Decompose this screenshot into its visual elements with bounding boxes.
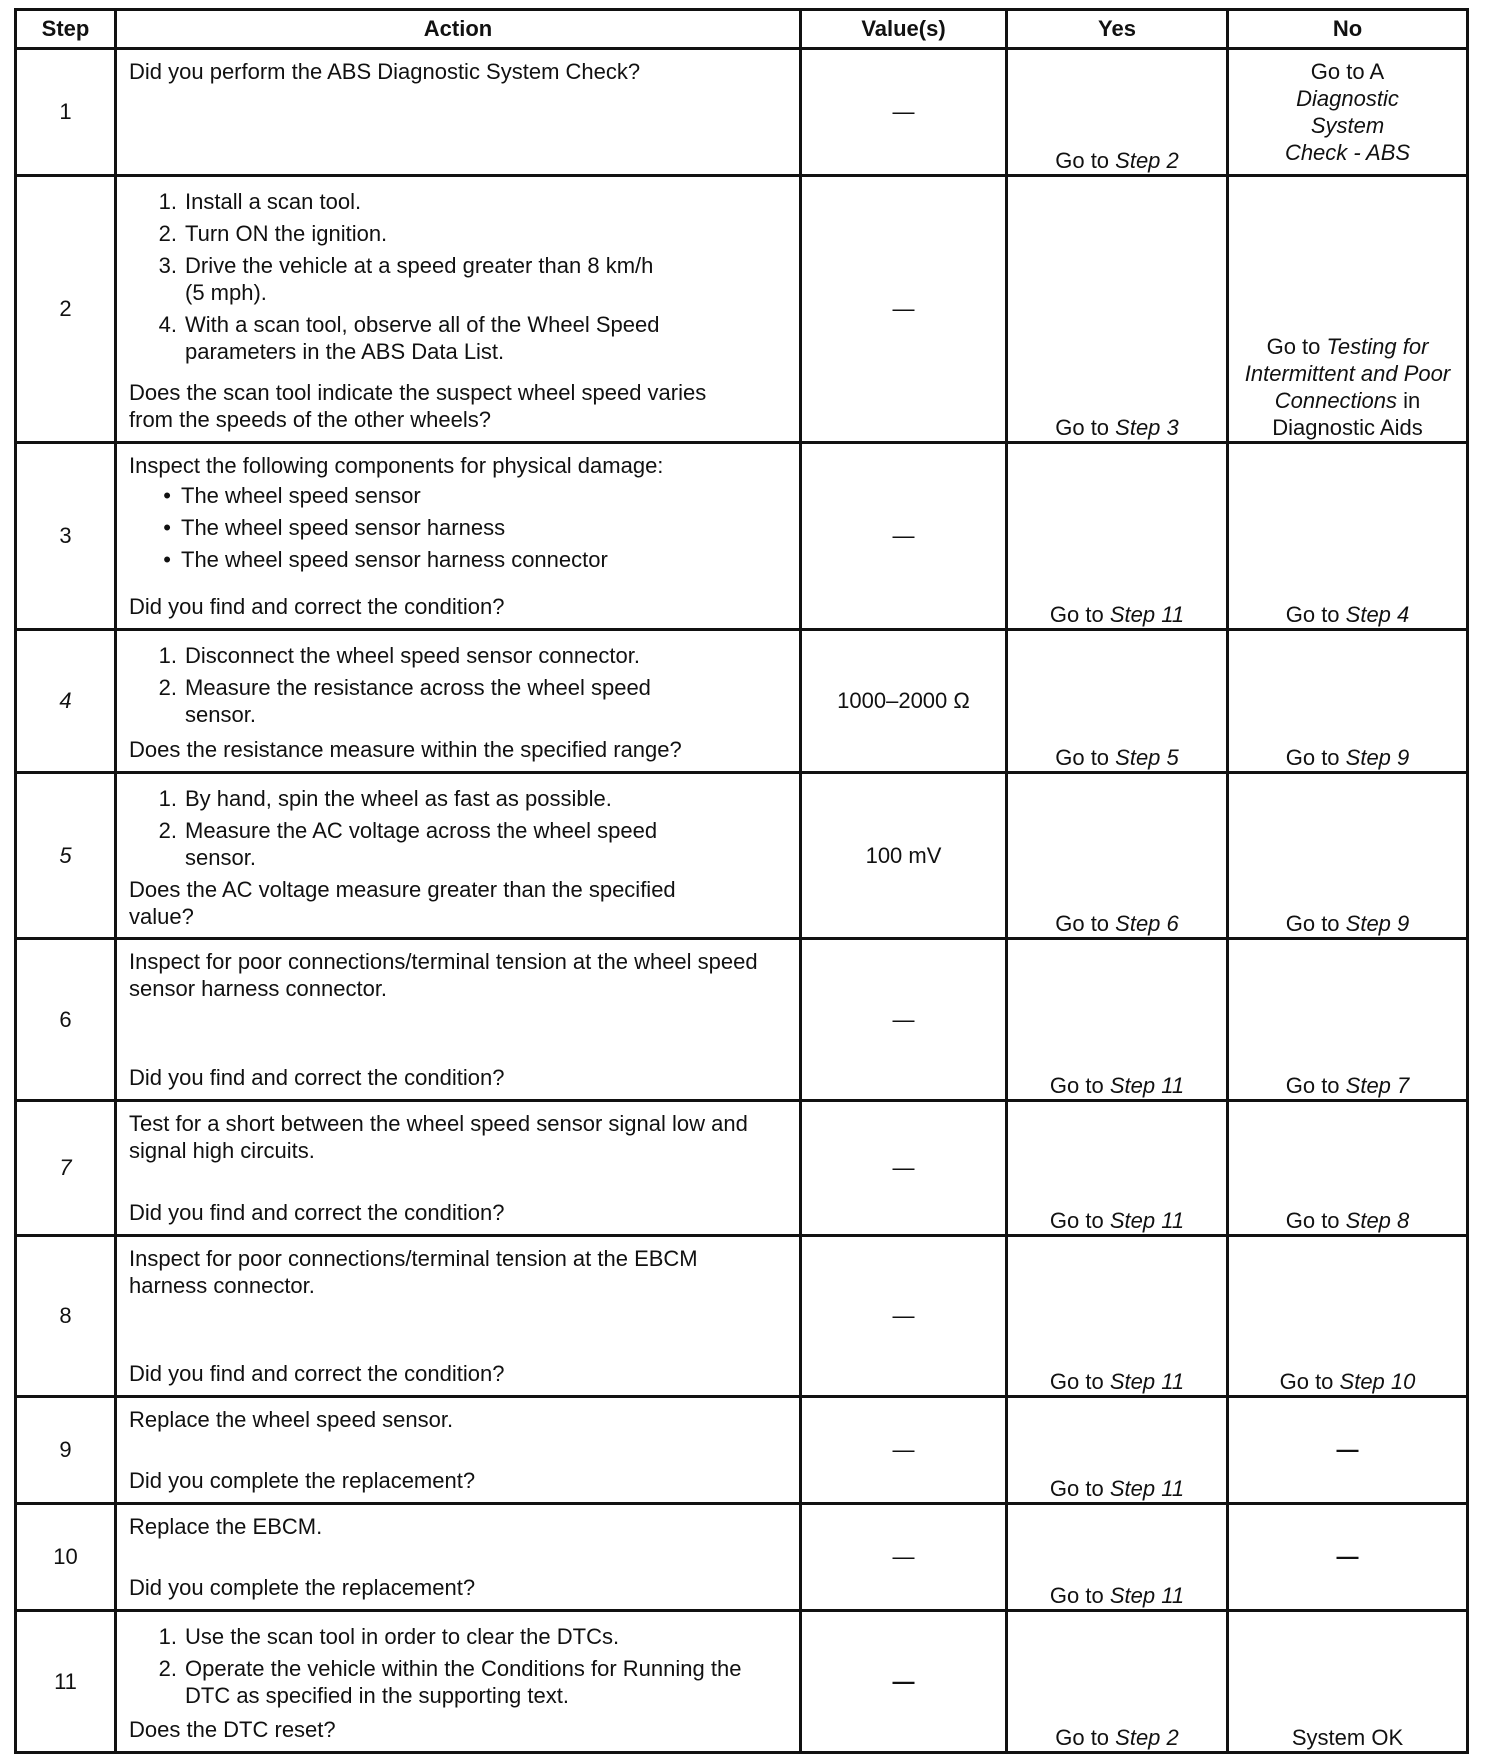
yes-cell [1007,1611,1228,1753]
no-prefix: Go to [1279,1369,1340,1394]
question-text: Does the scan tool indicate the suspect wheel speed varies from the speeds of the other wheels? [129,380,707,432]
action-cell [116,49,801,176]
table-row [16,773,1468,939]
list-item: • The wheel speed sensor harness [163,515,506,540]
header-step: Step [16,10,116,49]
table-row [16,1397,1468,1504]
yes-step-link[interactable]: Step 2 [1115,148,1179,173]
yes-cell [1007,1236,1228,1397]
action-cell [116,630,801,773]
no-line[interactable]: Check - ABS [1284,140,1411,165]
action-cell [116,1611,801,1753]
list-item: 1. By hand, spin the wheel as fast as possible. [158,786,612,811]
no-cell [1228,1236,1468,1397]
yes-cell [1007,443,1228,630]
list-item: • The wheel speed sensor harness connector [163,547,608,572]
yes-step-link[interactable]: Step 6 [1115,911,1179,936]
question-text: Does the DTC reset? [129,1717,336,1742]
action-cell [116,1101,801,1236]
no-prefix: Go to [1285,745,1346,770]
header-action: Action [116,10,801,49]
bullet-list [129,479,789,578]
yes-cell [1007,773,1228,939]
no-step-link[interactable]: Step 9 [1345,911,1410,936]
question-text: Did you find and correct the condition? [129,594,505,619]
yes-prefix: Go to [1049,1476,1110,1501]
list-item: 2. Measure the resistance across the wheel speed sensor. [158,675,651,727]
yes-prefix: Go to [1055,911,1116,936]
question-text: Did you find and correct the condition? [129,1200,505,1225]
yes-cell [1007,49,1228,176]
no-line[interactable]: Diagnostic [1296,86,1399,111]
step-list [129,782,789,876]
yes-cell [1007,176,1228,443]
table-row [16,1101,1468,1236]
yes-step-link[interactable]: Step 11 [1109,1476,1185,1501]
yes-prefix: Go to [1055,148,1116,173]
no-prefix: Go to [1285,1208,1346,1233]
question-text: Did you find and correct the condition? [129,1361,505,1386]
question-text: Did you find and correct the condition? [129,1065,505,1090]
step-number: 5 [16,773,116,939]
yes-prefix: Go to [1049,1208,1110,1233]
value-cell: — [801,1397,1007,1504]
value-dash: — [892,1668,915,1694]
no-step-link[interactable]: Step 8 [1345,1208,1410,1233]
yes-cell [1007,1101,1228,1236]
no-step-link[interactable]: Step 7 [1345,1073,1410,1098]
value-cell: 1000–2000 Ω [801,630,1007,773]
table-row [16,1611,1468,1753]
yes-prefix: Go to [1049,602,1110,627]
step-list [129,639,789,733]
action-cell [116,773,801,939]
yes-cell [1007,630,1228,773]
action-text: Test for a short between the wheel speed sensor signal low and signal high circuits. [129,1111,748,1163]
step-number: 10 [16,1504,116,1611]
action-cell [116,176,801,443]
step-number: 4 [16,630,116,773]
list-item: • The wheel speed sensor [163,483,421,508]
header-values: Value(s) [801,10,1007,49]
no-line[interactable]: System [1310,113,1385,138]
list-item: 2. Turn ON the ignition. [158,221,388,246]
no-cell [1228,443,1468,630]
no-prefix: Go to [1266,334,1327,359]
no-cell [1228,939,1468,1101]
no-cell [1228,1397,1468,1504]
question-text: Did you complete the replacement? [129,1468,476,1493]
value-cell: 100 mV [801,773,1007,939]
yes-cell [1007,939,1228,1101]
table-row [16,49,1468,176]
action-cell [116,1504,801,1611]
value-cell: — [801,176,1007,443]
no-prefix: Go to [1285,1073,1346,1098]
header-no: No [1228,10,1468,49]
yes-cell [1007,1397,1228,1504]
yes-prefix: Go to [1049,1583,1110,1608]
header-yes: Yes [1007,10,1228,49]
no-cell [1228,1611,1468,1753]
step-number: 3 [16,443,116,630]
yes-prefix: Go to [1055,1725,1116,1750]
diagnostic-table [14,8,1469,1754]
yes-step-link[interactable]: Step 5 [1115,745,1179,770]
no-cell [1228,1101,1468,1236]
table-row [16,630,1468,773]
list-item: 2. Measure the AC voltage across the wheel speed sensor. [158,818,658,870]
action-text: Replace the EBCM. [129,1514,323,1539]
yes-step-link[interactable]: Step 11 [1109,602,1185,627]
step-number: 6 [16,939,116,1101]
no-cell [1228,176,1468,443]
table-row [16,1504,1468,1611]
step-number: 9 [16,1397,116,1504]
no-prefix: Go to [1285,602,1346,627]
step-number: 1 [16,49,116,176]
no-link[interactable]: Testing for Intermittent and Poor Connections [1244,334,1451,413]
no-prefix: Go to [1285,911,1346,936]
action-cell [116,1236,801,1397]
no-cell [1228,630,1468,773]
value-cell: — [801,939,1007,1101]
action-text: Inspect for poor connections/terminal tension at the EBCM harness connector. [129,1246,698,1298]
list-item: 3. Drive the vehicle at a speed greater than 8 km/h (5 mph). [158,253,654,305]
yes-step-link[interactable]: Step 11 [1109,1073,1185,1098]
table-row [16,443,1468,630]
table-row [16,939,1468,1101]
yes-cell [1007,1504,1228,1611]
value-cell: — [801,1504,1007,1611]
action-cell [116,939,801,1101]
yes-prefix: Go to [1049,1369,1110,1394]
action-cell [116,1397,801,1504]
table-row [16,176,1468,443]
header-row [16,10,1468,49]
yes-step-link[interactable]: Step 2 [1115,1725,1179,1750]
yes-prefix: Go to [1055,415,1116,440]
value-cell: — [801,1236,1007,1397]
yes-step-link[interactable]: Step 3 [1115,415,1179,440]
no-cell [1228,49,1468,176]
value-cell [801,1611,1007,1753]
yes-step-link[interactable]: Step 11 [1109,1369,1185,1394]
no-cell [1228,1504,1468,1611]
action-cell [116,443,801,630]
yes-step-link[interactable]: Step 11 [1109,1208,1185,1233]
yes-step-link[interactable]: Step 11 [1109,1583,1185,1608]
action-text: Inspect for poor connections/terminal tension at the wheel speed sensor harness connector. [129,949,758,1001]
value-cell: — [801,49,1007,176]
list-item: 1. Disconnect the wheel speed sensor connector. [158,643,640,668]
step-number: 2 [16,176,116,443]
list-item: 1. Use the scan tool in order to clear the DTCs. [158,1624,620,1649]
list-item: 4. With a scan tool, observe all of the Wheel Speed parameters in the ABS Data List. [158,312,660,364]
no-line: Go to A [1310,59,1385,84]
question-text: Does the AC voltage measure greater than the specified value? [129,877,676,929]
step-number: 8 [16,1236,116,1397]
value-cell: — [801,1101,1007,1236]
table-row [16,1236,1468,1397]
no-value: — [1336,1544,1359,1569]
yes-prefix: Go to [1055,745,1116,770]
action-text: Inspect the following components for physical damage: [129,453,664,478]
no-step-link[interactable]: Step 10 [1339,1369,1416,1394]
value-cell: — [801,443,1007,630]
question-text: Did you complete the replacement? [129,1575,476,1600]
no-value: — [1336,1437,1359,1462]
question-text: Does the resistance measure within the specified range? [129,737,682,762]
no-step-link[interactable]: Step 4 [1345,602,1410,627]
step-number: 7 [16,1101,116,1236]
no-cell [1228,773,1468,939]
list-item: 2. Operate the vehicle within the Conditions for Running the DTC as specified in the supporting text. [158,1656,742,1708]
step-list [129,1620,789,1714]
no-value: System OK [1291,1725,1404,1750]
action-text: Did you perform the ABS Diagnostic System Check? [129,59,641,84]
step-number: 11 [16,1611,116,1753]
step-list [129,185,789,370]
no-step-link[interactable]: Step 9 [1345,745,1410,770]
action-text: Replace the wheel speed sensor. [129,1407,454,1432]
no-suffix: in Diagnostic Aids [1272,388,1423,440]
list-item: 1. Install a scan tool. [158,189,362,214]
yes-prefix: Go to [1049,1073,1110,1098]
